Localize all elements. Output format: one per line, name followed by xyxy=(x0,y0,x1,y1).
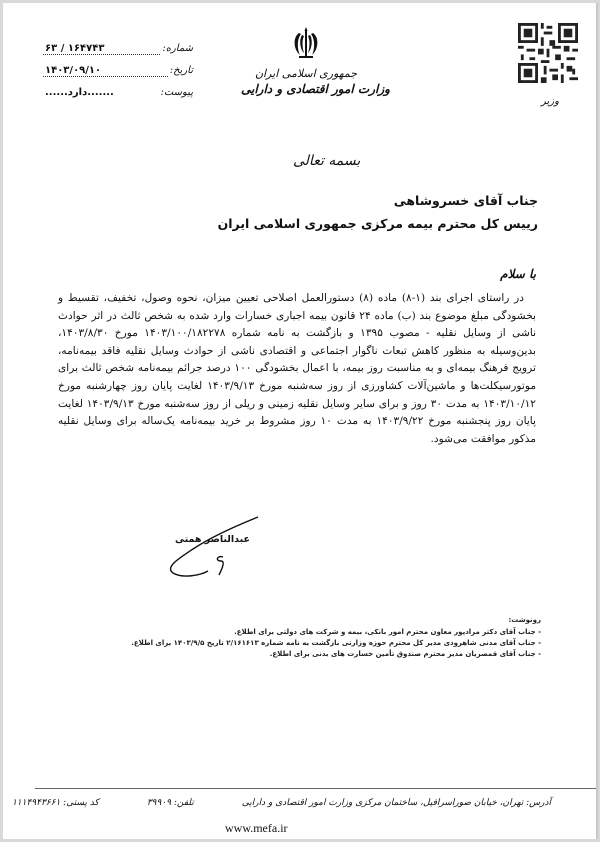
iran-emblem-icon xyxy=(290,25,322,61)
signatory-name: عبدالناصر همتی xyxy=(175,534,250,545)
number-row xyxy=(43,43,193,65)
attachment-label: پیوست: xyxy=(160,87,193,98)
date-label: تاریخ: xyxy=(169,65,193,76)
ministry-name: وزارت امور اقتصادی و دارایی xyxy=(241,82,390,96)
addressee xyxy=(218,193,538,231)
signature-stroke-icon xyxy=(153,513,263,583)
qr-code-icon xyxy=(518,23,578,83)
letter-body: در راستای اجرای بند (۱-۸) ماده (۸) دستورالعمل اصلاحی تعیین میزان، نحوه وصول، تخفیف، تقسیط و بخشودگی مبلغ موضوع بند (ب) ماده ۲۴ قانون بیمه اجباری خسارات وارد شده به شخص ثالث در اثر حوادث ناشی از وسایل نقلیه - مصوب ۱۳۹۵ و بازگشت به نامه شماره ۱۴۰۳/۱۰۰/۱۸۲۲۷۸ مورخ ۱۴۰۳/۸/۳۰، بدین‌وسیله به منظور کاهش تبعات ناگوار اجتماعی و اقتصادی ناشی از حوادث وسایل نقلیه فاقد بیمه‌نامه، ترویج فرهنگ بیمه‌ای و به مناسبت روز بیمه، با اعمال بخشودگی ۱۰۰ درصد جرائم بیمه‌نامه شخص ثالث برای موتورسیکلت‌ها و ماشین‌آلات کشاورزی از روز سه‌شنبه مورخ ۱۴۰۳/۹/۱۳ لغایت پایان روز چهارشنبه مورخ ۱۴۰۳/۱۰/۱۲ به مدت ۳۰ روز و برای سایر وسایل نقلیه زمینی و ریلی از روز سه‌شنبه مورخ ۱۴۰۳/۹/۱۳ لغایت پایان روز پنجشنبه مورخ ۱۴۰۳/۹/۲۲ به مدت ۱۰ روز مشروط بر خرید بیمه‌نامه یک‌ساله برای وسایل نقلیه مذکور موافقت می‌شود. xyxy=(58,292,537,445)
footer-postal-code: کد پستی: ۱۱۱۴۹۴۳۶۶۱ xyxy=(11,798,99,808)
footer-address: آدرس: تهران، خیابان صوراسرافیل، ساختمان مرکزی وزارت امور اقتصادی و دارایی xyxy=(241,798,551,808)
ministry-header xyxy=(241,25,390,96)
signature xyxy=(153,513,263,583)
cc-item: - جناب آقای مدنی شاهرودی مدیر کل محترم حوزه وزارتی بازگشت به نامه شماره ۲/۱۶۱۶۱۳ تاریخ ۱۴۰۳/۹/۵ برای اطلاع. xyxy=(131,639,541,647)
addressee-name: جناب آقای خسروشاهی xyxy=(393,193,538,208)
footer xyxy=(11,798,551,808)
addressee-title: رییس کل محترم بیمه مرکزی جمهوری اسلامی ایران xyxy=(217,216,538,231)
date-value: ۱۴۰۳/۰۹/۱۰ xyxy=(43,65,168,77)
letter-meta xyxy=(43,43,193,109)
number-label: شماره: xyxy=(162,43,193,54)
minister-office-label: وزیر xyxy=(541,96,559,107)
letter-page xyxy=(3,3,598,839)
number-value: ۶۳ / ۱۶۴۷۴۳ xyxy=(43,43,160,55)
footer-phone: تلفن: ۳۹۹۰۹ xyxy=(146,798,194,808)
cc-item: - جناب آقای قمصریان مدیر محترم صندوق تأمین خسارت های بدنی برای اطلاع. xyxy=(269,650,541,658)
footer-website-link[interactable]: www.mefa.ir xyxy=(225,821,288,835)
cc-item: - جناب آقای دکتر مرادپور معاون محترم امور بانکی، بیمه و شرکت های دولتی برای اطلاع. xyxy=(234,628,541,636)
date-row xyxy=(43,65,193,87)
attachment-value: ......دارد....... xyxy=(45,87,114,98)
footer-divider xyxy=(35,788,596,789)
carbon-copy-list xyxy=(131,615,541,660)
invocation: بسمه تعالی xyxy=(293,153,361,169)
attachment-row xyxy=(43,87,193,109)
cc-title: رونوشت: xyxy=(508,616,541,624)
salutation: با سلام xyxy=(500,267,536,281)
country-name: جمهوری اسلامی ایران xyxy=(254,67,358,80)
